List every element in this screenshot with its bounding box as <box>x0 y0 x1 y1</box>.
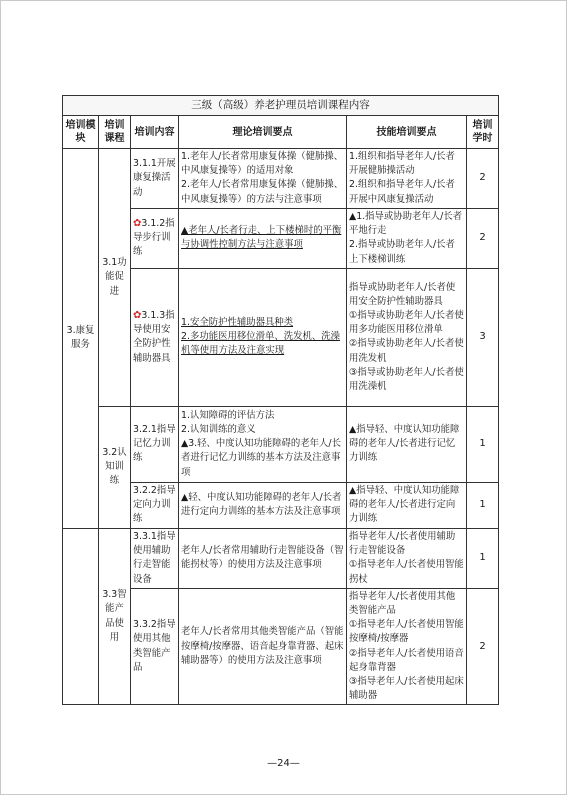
skill-line: ②指导老年人/长者使用语音起身靠背器 <box>349 647 464 673</box>
content-cell: 3.3.1指导使用辅助行走智能设备 <box>131 528 179 588</box>
theory-cell <box>179 406 347 482</box>
course-cell-cognition: 3.2认知训练 <box>99 406 131 528</box>
theory-cell <box>179 268 347 406</box>
header-content: 培训内容 <box>131 116 179 149</box>
theory-cell <box>179 588 347 705</box>
skill-line: 1.组织和指导老年人/长者开展健肺操活动 <box>349 151 455 177</box>
hours-cell: 2 <box>467 149 499 209</box>
content-cell <box>131 268 179 406</box>
skill-line: 指导或协助老年人/长者使用安全防护性辅助器具 <box>349 281 456 307</box>
theory-line: ▲老年人/长者行走、上下楼梯时的平衡与协调性控制方法与注意事项 <box>181 225 342 251</box>
header-theory: 理论培训要点 <box>179 116 347 149</box>
table-row <box>63 149 499 209</box>
header-row <box>63 116 499 149</box>
skill-line: ①指导或协助老年人/长者使用多功能医用移位滑单 <box>349 309 464 336</box>
skill-cell <box>347 268 467 406</box>
skill-line: ③指导或协助老年人/长者使用洗澡机 <box>349 366 464 392</box>
skill-line: 指导老年人/长者使用辅助行走智能设备 <box>349 530 456 557</box>
skill-line: ③指导老年人/长者使用起床辅助器 <box>349 676 464 702</box>
table-row <box>63 528 499 588</box>
module-cell: 3.康复服务 <box>63 149 99 529</box>
theory-line: 2.老年人/长者常用康复体操（健肺操、中风康复操等）的方法与注意事项 <box>181 179 344 205</box>
theory-line: 2.认知训练的意义 <box>181 424 256 435</box>
theory-cell <box>179 482 347 528</box>
theory-line: 老年人/长者常用其他类智能产品（智能按摩椅/按摩器、语音起身靠背器、起床辅助器等）的使用方法及注意事项 <box>181 626 344 666</box>
table-row <box>63 406 499 482</box>
skill-cell <box>347 406 467 482</box>
header-module: 培训模块 <box>63 116 99 149</box>
theory-cell <box>179 208 347 268</box>
skill-line: 2.组织和指导老年人/长者开展中风康复操活动 <box>349 179 455 205</box>
page-number: —24— <box>267 758 300 769</box>
content-cell <box>131 208 179 268</box>
hours-cell: 1 <box>467 482 499 528</box>
hours-cell: 1 <box>467 406 499 482</box>
theory-cell <box>179 528 347 588</box>
skill-line: ▲指导轻、中度认知功能障碍的老年人/长者进行定向力训练 <box>349 485 460 525</box>
content-cell: 3.2.2指导定向力训练 <box>131 482 179 528</box>
hours-cell: 2 <box>467 208 499 268</box>
theory-line: 老年人/长者常用辅助行走智能设备（智能拐杖等）的使用方法及注意事项 <box>181 545 344 571</box>
course-cell-smart-products: 3.3智能产品使用 <box>99 528 131 705</box>
course-table <box>62 95 499 705</box>
skill-line: 2.指导或协助老年人/长者上下楼梯训练 <box>349 239 455 265</box>
skill-cell <box>347 588 467 705</box>
header-hours: 培训学时 <box>467 116 499 149</box>
skill-line: ▲指导轻、中度认知功能障碍的老年人/长者进行记忆力训练 <box>349 424 460 464</box>
skill-line: ▲1.指导或协助老年人/长者平地行走 <box>349 210 463 237</box>
skill-cell <box>347 528 467 588</box>
table-title: 三级（高级）养老护理员培训课程内容 <box>63 96 499 116</box>
theory-line: 2.多功能医用移位滑单、洗发机、洗澡机等使用方法及注意实现 <box>181 331 340 357</box>
theory-line: 1.认知障碍的评估方法 <box>181 409 275 421</box>
skill-line: ①指导老年人/长者使用智能拐杖 <box>349 559 464 585</box>
module-cell-continued <box>63 588 99 705</box>
header-skill: 技能培训要点 <box>347 116 467 149</box>
module-cell-continued <box>63 528 99 588</box>
key-star-icon: ✿ <box>133 218 142 229</box>
theory-line: 1.老年人/长者常用康复体操（健肺操、中风康复操等）的适用对象 <box>181 151 344 177</box>
hours-cell: 1 <box>467 528 499 588</box>
content-cell: 3.2.1指导记忆力训练 <box>131 406 179 482</box>
content-label: 3.1.2指导步行训练 <box>133 218 175 258</box>
skill-cell <box>347 149 467 209</box>
header-course: 培训课程 <box>99 116 131 149</box>
theory-line: ▲3.轻、中度认知功能障碍的老年人/长者进行记忆力训练的基本方法及注意事项 <box>181 438 341 478</box>
theory-cell <box>179 149 347 209</box>
skill-line: ②指导或协助老年人/长者使用洗发机 <box>349 338 464 364</box>
theory-line: ▲轻、中度认知功能障碍的老年人/长者进行定向力训练的基本方法及注意事项 <box>181 492 342 518</box>
skill-cell <box>347 482 467 528</box>
hours-cell: 2 <box>467 588 499 705</box>
theory-line: 1.安全防护性辅助器具种类 <box>181 317 294 328</box>
content-cell: 3.3.2指导使用其他类智能产品 <box>131 588 179 705</box>
content-label: 3.1.3指导使用安全防护性辅助器具 <box>133 309 175 364</box>
skill-cell <box>347 208 467 268</box>
content-cell: 3.1.1开展康复操活动 <box>131 149 179 209</box>
skill-line: ①指导老年人/长者使用智能按摩椅/按摩器 <box>349 619 464 645</box>
skill-line: 指导老年人/长者使用其他类智能产品 <box>349 590 456 617</box>
key-star-icon: ✿ <box>133 309 142 321</box>
hours-cell: 3 <box>467 268 499 406</box>
course-cell-function: 3.1功能促进 <box>99 149 131 407</box>
